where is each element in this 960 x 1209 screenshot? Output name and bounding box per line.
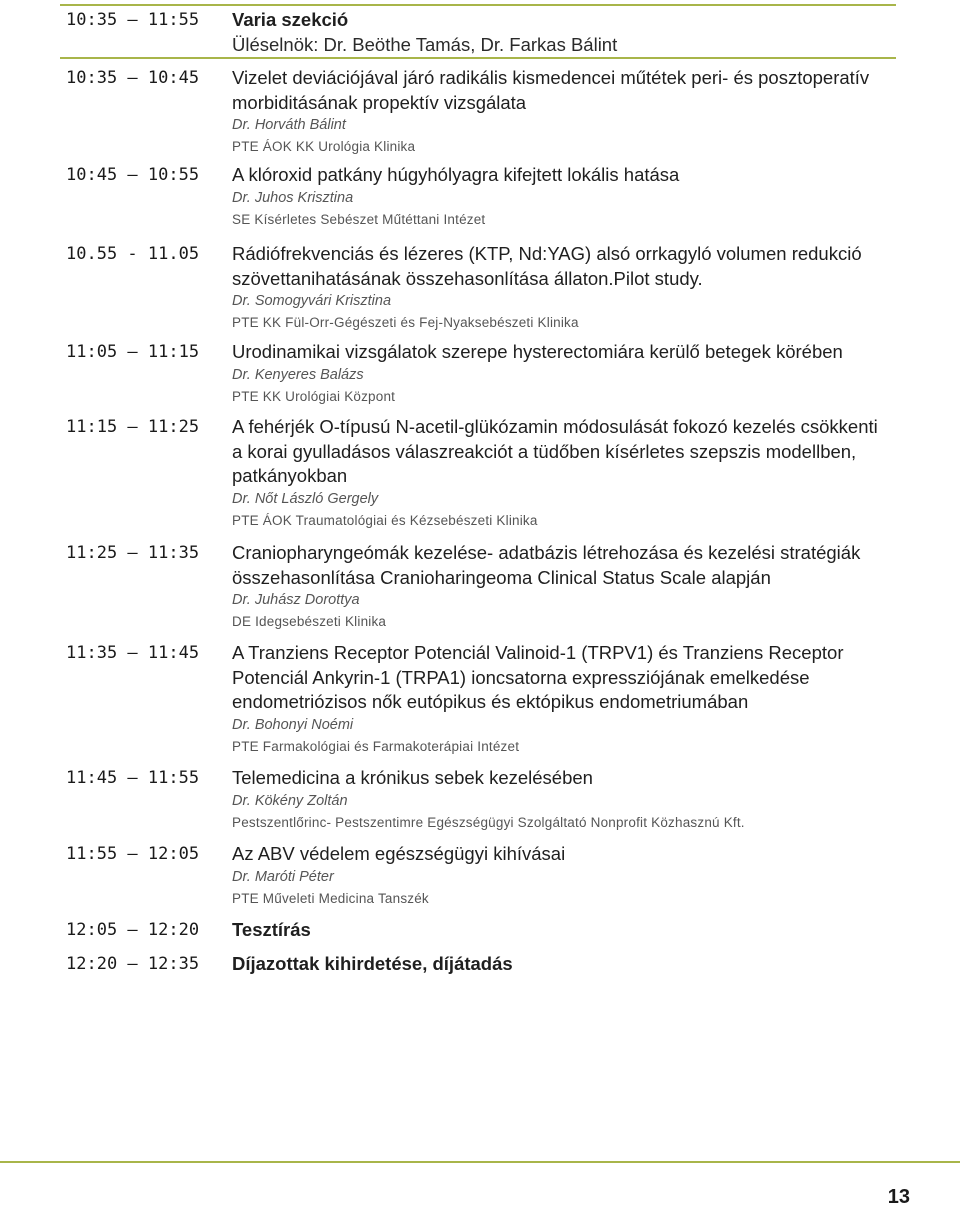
session-time: 10:35 – 11:55 [66, 10, 200, 30]
talk-time: 11:25 – 11:35 [66, 543, 200, 563]
talk-institution: DE Idegsebészeti Klinika [232, 614, 387, 629]
talk-content [232, 541, 896, 632]
talk-content [232, 340, 896, 407]
session-chairs: Üléselnök: Dr. Beöthe Tamás, Dr. Farkas Bálint [232, 33, 618, 55]
bottom-rule [0, 1161, 960, 1163]
top-rule [60, 4, 896, 6]
talk-title-line: A klóroxid patkány húgyhólyagra kifejtett lokális hatása [232, 164, 680, 185]
talk-title-line: Urodinamikai vizsgálatok szerepe hysterectomiára kerülő betegek körében [232, 341, 843, 362]
talk-title-line: morbiditásának propektív vizsgálata [232, 91, 527, 113]
talk-time: 11:55 – 12:05 [66, 844, 200, 864]
closing-time: 12:20 – 12:35 [66, 954, 200, 974]
talk-institution: Pestszentlőrinc- Pestszentimre Egészségügyi Szolgáltató Nonprofit Közhasznú Kft. [232, 814, 745, 830]
talk-author: Dr. Kenyeres Balázs [232, 366, 364, 383]
closing-title: Tesztírás [232, 919, 311, 940]
talk-institution: PTE KK Urológiai Központ [232, 388, 396, 404]
talk-content [232, 842, 896, 909]
page-number: 13 [887, 1186, 910, 1208]
talk-author: Dr. Bohonyi Noémi [232, 716, 354, 733]
talk-author: Dr. Juhos Krisztina [232, 189, 354, 206]
talk-title-line: A Tranziens Receptor Potenciál Valinoid-1 (TRPV1) és Tranziens Receptor [232, 642, 844, 663]
talk-content [232, 641, 896, 757]
talk-content [232, 766, 896, 833]
closing-content [232, 918, 896, 943]
talk-time: 11:35 – 11:45 [66, 643, 200, 663]
talk-institution: PTE KK Fül-Orr-Gégészeti és Fej-Nyaksebészeti Klinika [232, 315, 579, 330]
talk-content [232, 242, 896, 333]
closing-content [232, 952, 896, 977]
talk-author: Dr. Nőt László Gergely [232, 490, 379, 507]
talk-title-line: a korai gyulladásos válaszreakciót a tüdőben kísérletes szepszis modellben, [232, 440, 857, 462]
talk-content [232, 415, 896, 531]
talk-title-line: Telemedicina a krónikus sebek kezelésében [232, 767, 593, 788]
closing-title: Díjazottak kihirdetése, díjátadás [232, 953, 513, 974]
talk-time: 11:45 – 11:55 [66, 768, 200, 788]
talk-institution: SE Kísérletes Sebészet Műtéttani Intézet [232, 211, 486, 227]
talk-title-line: Az ABV védelem egészségügyi kihívásai [232, 843, 566, 864]
talk-institution: PTE Műveleti Medicina Tanszék [232, 890, 429, 906]
talk-title-line: szövettanihatásának összehasonlítása állaton.Pilot study. [232, 267, 703, 289]
closing-time: 12:05 – 12:20 [66, 920, 200, 940]
talk-title-line: patkányokban [232, 465, 348, 486]
talk-time: 10:35 – 10:45 [66, 68, 200, 88]
talk-author: Dr. Horváth Bálint [232, 117, 346, 133]
talk-title-line: Potenciál Ankyrin-1 (TRPA1) ioncsatorna expressziójának emelkedése [232, 666, 810, 688]
talk-title-line: Vizelet deviációjával járó radikális kismedencei műtétek peri- és posztoperatív [232, 67, 870, 88]
talk-author: Dr. Juhász Dorottya [232, 592, 360, 608]
session-divider [60, 57, 896, 59]
talk-author: Dr. Maróti Péter [232, 868, 334, 885]
talk-author: Dr. Kökény Zoltán [232, 792, 348, 809]
talk-institution: PTE ÁOK Traumatológiai és Kézsebészeti Klinika [232, 512, 538, 528]
talk-time: 11:15 – 11:25 [66, 417, 200, 437]
talk-time: 10:45 – 10:55 [66, 165, 200, 185]
talk-time: 10.55 - 11.05 [66, 244, 200, 264]
talk-institution: PTE Farmakológiai és Farmakoterápiai Intézet [232, 738, 520, 754]
talk-title-line: Craniopharyngeómák kezelése- adatbázis létrehozása és kezelési stratégiák [232, 542, 861, 563]
talk-title-line: A fehérjék O-típusú N-acetil-glükózamin módosulását fokozó kezelés csökkenti [232, 416, 878, 437]
talk-content [232, 66, 896, 157]
session-title: Varia szekció [232, 9, 349, 30]
talk-title-line: endometriózisos nők eutópikus és ektópikus endometriumában [232, 691, 749, 712]
session-content [232, 8, 896, 57]
talk-title-line: összehasonlítása Cranioharingeoma Clinical Status Scale alapján [232, 566, 771, 588]
talk-content [232, 163, 896, 230]
talk-time: 11:05 – 11:15 [66, 342, 200, 362]
talk-institution: PTE ÁOK KK Urológia Klinika [232, 139, 416, 154]
talk-title-line: Rádiófrekvenciás és lézeres (KTP, Nd:YAG) alsó orrkagyló volumen redukció [232, 243, 862, 264]
talk-author: Dr. Somogyvári Krisztina [232, 293, 392, 309]
